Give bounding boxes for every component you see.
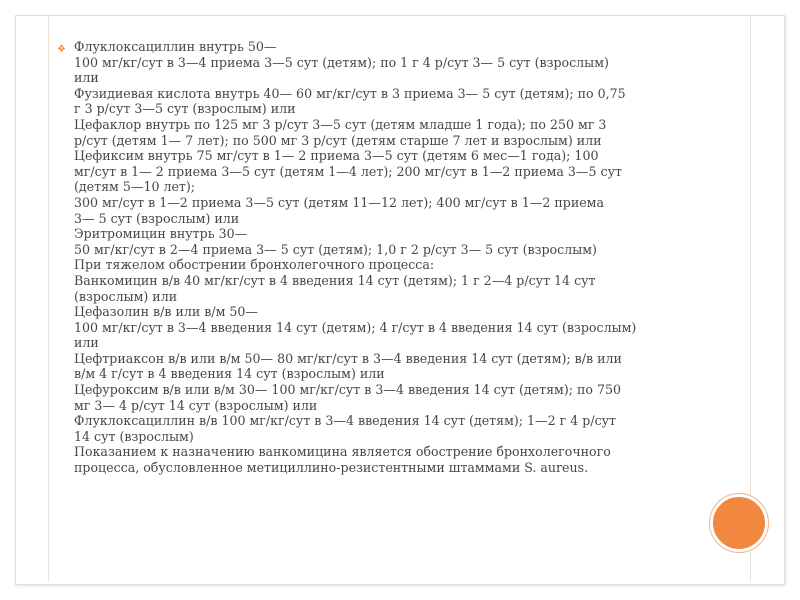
- text-line: Флуклоксациллин в/в 100 мг/кг/сут в 3—4 введения 14 сут (детям); 1—2 г 4 р/сут: [74, 413, 616, 429]
- text-line: 3— 5 сут (взрослым) или: [74, 210, 240, 226]
- text-line: мг 3— 4 р/сут 14 сут (взрослым) или: [74, 397, 318, 413]
- accent-circle-decoration: [710, 494, 768, 552]
- text-line: 100 мг/кг/сут в 3—4 приема 3—5 сут (детям); по 1 г 4 р/сут 3— 5 сут (взрослым): [74, 54, 609, 70]
- text-line: Цефаклор внутрь по 125 мг 3 р/сут 3—5 сут (детям младше 1 года); по 250 мг 3: [74, 116, 607, 132]
- text-line: 100 мг/кг/сут в 3—4 введения 14 сут (детям); 4 г/сут в 4 введения 14 сут (взрослым): [74, 319, 637, 335]
- text-line: Цефазолин в/в или в/м 50—: [74, 304, 259, 320]
- text-line: Эритромицин внутрь 30—: [74, 226, 248, 242]
- text-line: Ванкомицин в/в 40 мг/кг/сут в 4 введения 14 сут (детям); 1 г 2—4 р/сут 14 сут: [74, 272, 596, 288]
- text-line: (детям 5—10 лет);: [74, 179, 196, 195]
- text-line: 14 сут (взрослым): [74, 428, 194, 444]
- text-line: Цефуроксим в/в или в/м 30— 100 мг/кг/сут в 3—4 введения 14 сут (детям); по 750: [74, 382, 622, 398]
- text-line: 300 мг/сут в 1—2 приема 3—5 сут (детям 11—12 лет); 400 мг/сут в 1—2 приема: [74, 194, 604, 210]
- text-line: или: [74, 335, 99, 351]
- text-line: Фузидиевая кислота внутрь 40— 60 мг/кг/сут в 3 приема 3— 5 сут (детям); по 0,75: [74, 85, 626, 101]
- text-line: г 3 р/сут 3—5 сут (взрослым) или: [74, 101, 296, 117]
- text-line: мг/сут в 1— 2 приема 3—5 сут (детям 1—4 лет); 200 мг/сут в 1—2 приема 3—5 сут: [74, 163, 622, 179]
- bullet-icon: ❖: [57, 44, 66, 55]
- text-line: 50 мг/кг/сут в 2—4 приема 3— 5 сут (детям); 1,0 г 2 р/сут 3— 5 сут (взрослым): [74, 241, 597, 257]
- text-line: Цефиксим внутрь 75 мг/сут в 1— 2 приема 3—5 сут (детям 6 мес—1 года); 100: [74, 148, 599, 164]
- slide-body-text: [74, 39, 694, 476]
- text-line: Показанием к назначению ванкомицина является обострение бронхолегочного: [74, 444, 611, 460]
- text-line: При тяжелом обострении бронхолегочного процесса:: [74, 257, 435, 273]
- text-line: Цефтриаксон в/в или в/м 50— 80 мг/кг/сут в 3—4 введения 14 сут (детям); в/в или: [74, 350, 622, 366]
- text-line: р/сут (детям 1— 7 лет); по 500 мг 3 р/сут (детям старше 7 лет и взрослым) или: [74, 132, 602, 148]
- text-line: Флуклоксациллин внутрь 50—: [74, 39, 277, 54]
- text-line: процесса, обусловленное метициллино-резистентными штаммами S. aureus.: [74, 460, 589, 476]
- text-line: (взрослым) или: [74, 288, 178, 304]
- left-divider: [48, 16, 49, 582]
- text-line: в/м 4 г/сут в 4 введения 14 сут (взрослым) или: [74, 366, 385, 382]
- text-line: или: [74, 70, 99, 86]
